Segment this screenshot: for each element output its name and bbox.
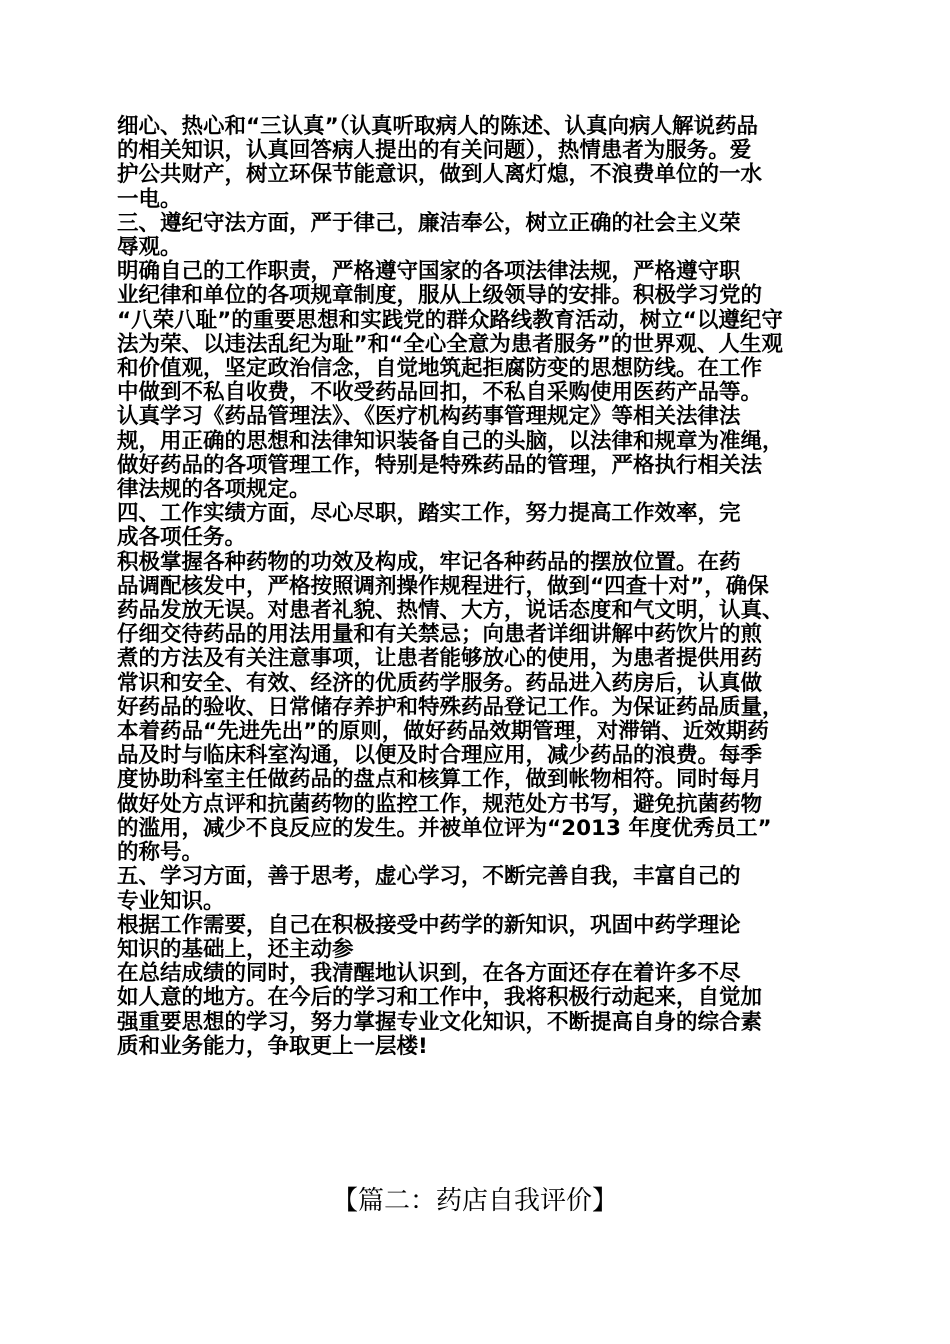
text-line: 和价值观，坚定政治信念，自觉地筑起拒腐防变的思想防线。在工作 — [117, 356, 763, 382]
text-line: 成各项任务。 — [117, 525, 247, 551]
text-line: 强重要思想的学习，努力掌握专业文化知识，不断提高自身的综合素 — [117, 1009, 763, 1035]
text-line: 好药品的验收、日常储存养护和特殊药品登记工作。为保证药品质量， — [117, 694, 784, 720]
text-line: 品及时与临床科室沟通，以便及时合理应用，减少药品的浪费。每季 — [117, 743, 763, 769]
text-line: 药品发放无误。对患者礼貌、热情、大方，说话态度和气文明，认真、 — [117, 598, 784, 624]
text-line: 做好药品的各项管理工作，特别是特殊药品的管理，严格执行相关法 — [117, 452, 763, 478]
text-line: 业纪律和单位的各项规章制度，服从上级领导的安排。积极学习党的 — [117, 283, 763, 309]
text-line: 知识的基础上，还主动参 — [117, 936, 354, 962]
text-line: 积极掌握各种药物的功效及构成，牢记各种药品的摆放位置。在药 — [117, 549, 741, 575]
text-line: 品调配核发中，严格按照调剂操作规程进行，做到“四查十对”，确保 — [117, 573, 769, 599]
text-line: 明确自己的工作职责，严格遵守国家的各项法律法规，严格遵守职 — [117, 259, 741, 285]
text-line: 在总结成绩的同时，我清醒地认识到，在各方面还存在着许多不尽 — [117, 961, 741, 987]
text-line: 做好处方点评和抗菌药物的监控工作，规范处方书写，避免抗菌药物 — [117, 791, 763, 817]
text-line: 五、学习方面，善于思考，虚心学习，不断完善自我，丰富自己的 — [117, 864, 741, 890]
text-line: 一电。 — [117, 186, 182, 212]
text-line: 法为荣、以违法乱纪为耻”和“全心全意为患者服务”的世界观、人生观 — [117, 331, 783, 357]
body-text — [117, 115, 847, 1059]
text-line: 常识和安全、有效、经济的优质药学服务。药品进入药房后，认真做 — [117, 670, 763, 696]
text-line: 根据工作需要，自己在积极接受中药学的新知识，巩固中药学理论 — [117, 912, 741, 938]
text-line: 如人意的地方。在今后的学习和工作中，我将积极行动起来，自觉加 — [117, 985, 763, 1011]
text-line: 的称号。 — [117, 840, 204, 866]
text-line: 细心、热心和“三认真”（认真听取病人的陈述、认真向病人解说药品 — [117, 114, 759, 139]
section-title: 【篇二：药店自我评价】 — [331, 1186, 618, 1216]
text-line: 质和业务能力，争取更上一层楼! — [117, 1033, 428, 1059]
text-line: 专业知识。 — [117, 888, 225, 914]
text-line: 度协助科室主任做药品的盘点和核算工作，做到帐物相符。同时每月 — [117, 767, 763, 793]
text-line: 辱观。 — [117, 235, 182, 261]
text-line: 护公共财产，树立环保节能意识，做到人离灯熄，不浪费单位的一水 — [117, 162, 763, 188]
text-line: 煮的方法及有关注意事项，让患者能够放心的使用，为患者提供用药 — [117, 646, 763, 672]
text-line: 的相关知识，认真回答病人提出的有关问题），热情患者为服务。爱 — [117, 138, 752, 164]
text-line: 三、遵纪守法方面，严于律己，廉洁奉公，树立正确的社会主义荣 — [117, 210, 741, 236]
text-line: 中做到不私自收费，不收受药品回扣，不私自采购使用医药产品等。 — [117, 380, 763, 406]
text-line: 四、工作实绩方面，尽心尽职，踏实工作，努力提高工作效率，完 — [117, 501, 741, 527]
text-line: 的滥用，减少不良反应的发生。并被单位评为“2013 年度优秀员工” — [117, 815, 772, 841]
text-line: 规，用正确的思想和法律知识装备自己的头脑，以法律和规章为准绳， — [117, 428, 784, 454]
text-line: 本着药品“先进先出”的原则，做好药品效期管理，对滞销、近效期药 — [117, 719, 769, 745]
text-line: 律法规的各项规定。 — [117, 477, 311, 503]
text-line: 认真学习《药品管理法》、《医疗机构药事管理规定》等相关法律法 — [117, 404, 741, 430]
text-line: “八荣八耻”的重要思想和实践党的群众路线教育活动，树立“以遵纪守 — [117, 307, 783, 333]
text-line: 仔细交待药品的用法用量和有关禁忌；向患者详细讲解中药饮片的煎 — [117, 622, 763, 648]
